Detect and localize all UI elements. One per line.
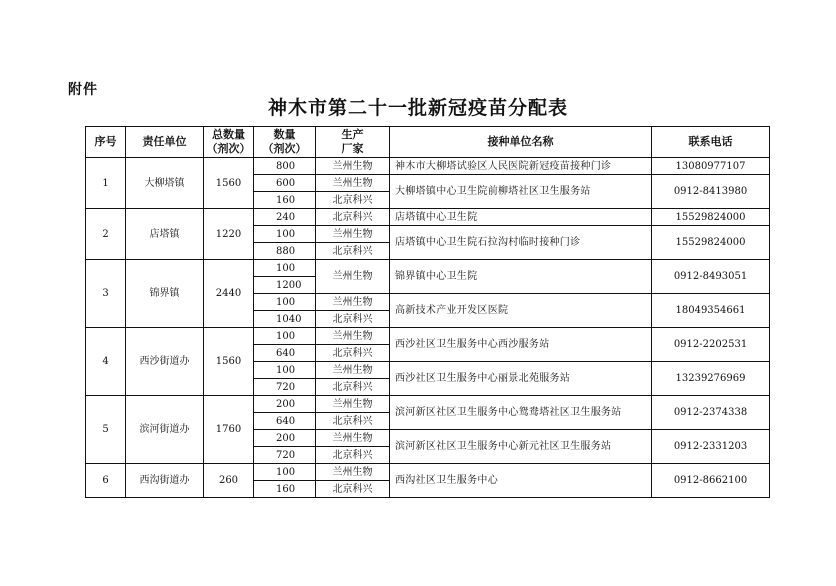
cell-maker: 北京科兴	[316, 209, 390, 226]
cell-maker: 兰州生物	[316, 175, 390, 192]
cell-total: 1760	[204, 396, 254, 464]
cell-qty: 160	[254, 481, 316, 498]
cell-maker: 兰州生物	[316, 430, 390, 447]
cell-phone: 0912-8662100	[652, 464, 770, 498]
attachment-label: 附件	[68, 82, 98, 98]
cell-qty: 160	[254, 192, 316, 209]
cell-seq: 1	[86, 158, 126, 209]
cell-site: 大柳塔镇中心卫生院前柳塔社区卫生服务站	[390, 175, 652, 209]
table-row	[86, 209, 770, 226]
header-qty	[254, 127, 316, 158]
allocation-table	[85, 126, 770, 498]
cell-maker: 北京科兴	[316, 447, 390, 464]
header-qty-line2: （剂次）	[262, 142, 307, 155]
cell-maker: 北京科兴	[316, 379, 390, 396]
cell-seq: 5	[86, 396, 126, 464]
cell-qty: 100	[254, 464, 316, 481]
cell-phone: 0912-8493051	[652, 260, 770, 294]
cell-qty: 720	[254, 447, 316, 464]
cell-maker: 北京科兴	[316, 481, 390, 498]
cell-phone: 0912-2374338	[652, 396, 770, 430]
header-maker	[316, 127, 390, 158]
cell-qty: 640	[254, 345, 316, 362]
table-row	[86, 158, 770, 175]
header-total-line1: 总数量	[212, 128, 245, 141]
cell-phone: 0912-8413980	[652, 175, 770, 209]
cell-phone: 13080977107	[652, 158, 770, 175]
cell-total: 1560	[204, 158, 254, 209]
cell-maker: 兰州生物	[316, 158, 390, 175]
cell-qty: 100	[254, 226, 316, 243]
cell-site: 神木市大柳塔试验区人民医院新冠疫苗接种门诊	[390, 158, 652, 175]
cell-maker: 兰州生物	[316, 294, 390, 311]
cell-phone: 15529824000	[652, 209, 770, 226]
header-maker-line1: 生产	[341, 128, 364, 141]
cell-phone: 13239276969	[652, 362, 770, 396]
cell-qty: 100	[254, 260, 316, 277]
cell-site: 高新技术产业开发区医院	[390, 294, 652, 328]
cell-maker: 北京科兴	[316, 345, 390, 362]
header-total-line2: （剂次）	[206, 142, 251, 155]
cell-phone: 0912-2202531	[652, 328, 770, 362]
cell-total: 1560	[204, 328, 254, 396]
cell-maker: 北京科兴	[316, 192, 390, 209]
cell-qty: 100	[254, 362, 316, 379]
cell-qty: 100	[254, 294, 316, 311]
cell-qty: 1200	[254, 277, 316, 294]
cell-qty: 240	[254, 209, 316, 226]
header-phone: 联系电话	[652, 127, 770, 158]
cell-qty: 800	[254, 158, 316, 175]
cell-site: 锦界镇中心卫生院	[390, 260, 652, 294]
cell-total: 2440	[204, 260, 254, 328]
cell-maker: 兰州生物	[316, 396, 390, 413]
cell-seq: 2	[86, 209, 126, 260]
cell-phone: 0912-2331203	[652, 430, 770, 464]
cell-qty: 640	[254, 413, 316, 430]
cell-unit: 滨河街道办	[126, 396, 204, 464]
cell-unit: 大柳塔镇	[126, 158, 204, 209]
cell-total: 1220	[204, 209, 254, 260]
cell-maker: 兰州生物	[316, 226, 390, 243]
cell-total: 260	[204, 464, 254, 498]
cell-unit: 西沟街道办	[126, 464, 204, 498]
cell-qty: 880	[254, 243, 316, 260]
cell-site: 店塔镇中心卫生院石拉沟村临时接种门诊	[390, 226, 652, 260]
cell-phone: 18049354661	[652, 294, 770, 328]
cell-seq: 6	[86, 464, 126, 498]
header-seq: 序号	[86, 127, 126, 158]
table-header-row	[86, 127, 770, 158]
cell-site: 西沙社区卫生服务中心丽景北苑服务站	[390, 362, 652, 396]
cell-seq: 3	[86, 260, 126, 328]
cell-qty: 720	[254, 379, 316, 396]
header-qty-line1: 数量	[273, 128, 296, 141]
cell-qty: 200	[254, 430, 316, 447]
cell-maker: 兰州生物	[316, 260, 390, 294]
cell-maker: 北京科兴	[316, 311, 390, 328]
table-row	[86, 464, 770, 481]
cell-site: 滨河新区社区卫生服务中心新元社区卫生服务站	[390, 430, 652, 464]
cell-qty: 1040	[254, 311, 316, 328]
header-unit: 责任单位	[126, 127, 204, 158]
cell-qty: 200	[254, 396, 316, 413]
cell-maker: 北京科兴	[316, 413, 390, 430]
cell-maker: 兰州生物	[316, 328, 390, 345]
cell-site: 店塔镇中心卫生院	[390, 209, 652, 226]
header-maker-line2: 厂家	[341, 142, 364, 155]
cell-site: 西沙社区卫生服务中心西沙服务站	[390, 328, 652, 362]
cell-seq: 4	[86, 328, 126, 396]
table-row	[86, 260, 770, 277]
cell-maker: 兰州生物	[316, 464, 390, 481]
cell-maker: 兰州生物	[316, 362, 390, 379]
cell-qty: 100	[254, 328, 316, 345]
cell-maker: 北京科兴	[316, 243, 390, 260]
header-total	[204, 127, 254, 158]
cell-site: 滨河新区社区卫生服务中心鸳鸯塔社区卫生服务站	[390, 396, 652, 430]
cell-unit: 锦界镇	[126, 260, 204, 328]
cell-phone: 15529824000	[652, 226, 770, 260]
cell-unit: 西沙街道办	[126, 328, 204, 396]
cell-site: 西沟社区卫生服务中心	[390, 464, 652, 498]
document-title: 神木市第二十一批新冠疫苗分配表	[267, 97, 568, 119]
cell-qty: 600	[254, 175, 316, 192]
table-row	[86, 328, 770, 345]
table-row	[86, 396, 770, 413]
header-site: 接种单位名称	[390, 127, 652, 158]
cell-unit: 店塔镇	[126, 209, 204, 260]
